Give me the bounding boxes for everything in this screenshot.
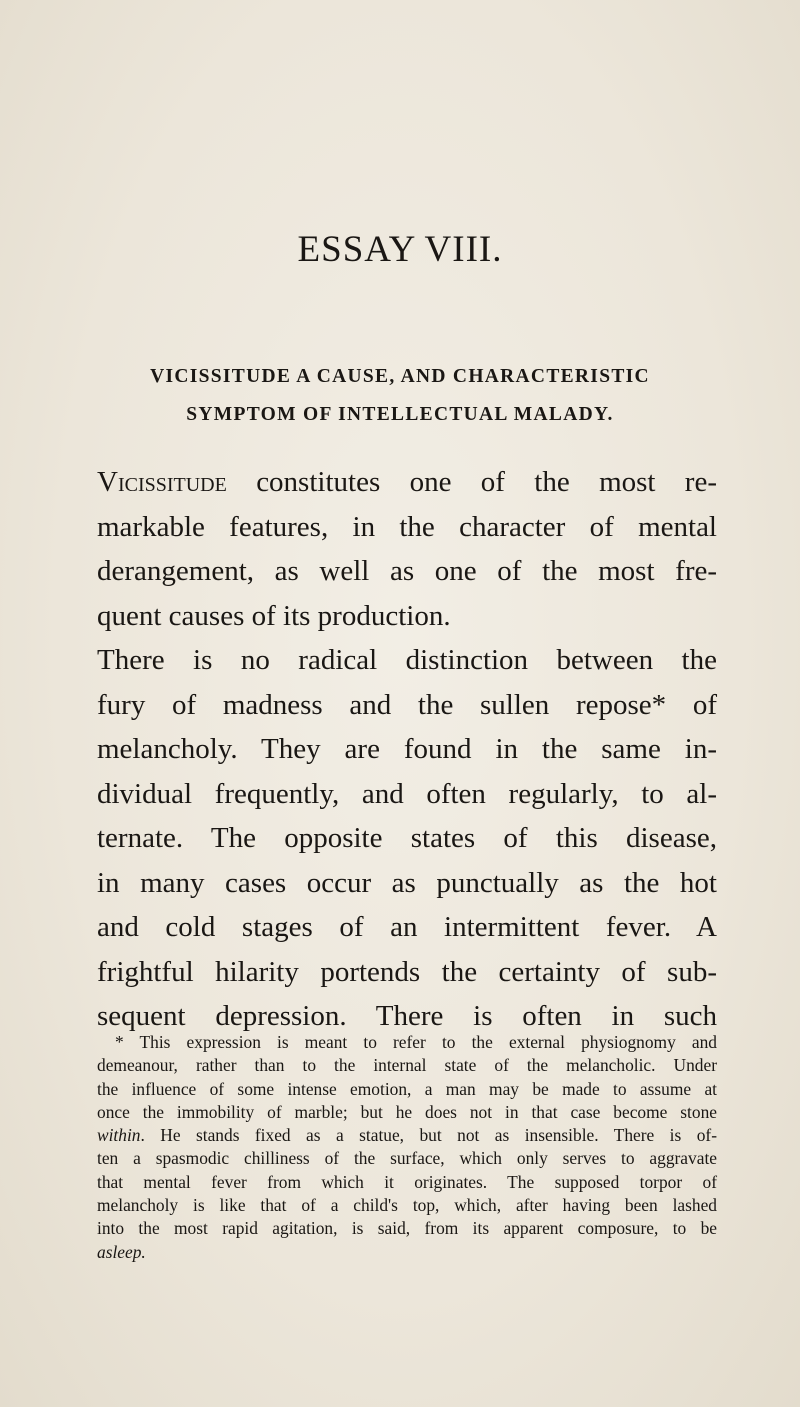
body-line: quent causes of its production. <box>97 599 451 632</box>
opening-word: Vicissitude <box>97 466 227 498</box>
footnote-line: once the immobility of marble; but he does not in that case become stone <box>97 1101 717 1122</box>
footnote-line: ten a spasmodic chilliness of the surface, which only serves to aggravate <box>97 1148 717 1169</box>
body-line: in many cases occur as punctually as the hot <box>97 866 717 899</box>
body-line: markable features, in the character of mental <box>97 510 717 543</box>
subtitle-line: VICISSITUDE A CAUSE, AND CHARACTERISTIC <box>150 366 650 387</box>
footnote-line: melancholy is like that of a child's top, which, after having been lashed <box>97 1195 717 1216</box>
italic-word: asleep. <box>97 1241 146 1262</box>
footnote <box>97 1031 717 1264</box>
footnote-line: the influence of some intense emotion, a man may be made to assume at <box>97 1078 717 1099</box>
body-line: fury of madness and the sullen repose* of <box>97 688 717 721</box>
footnote-line: within. He stands fixed as a statue, but not as insensible. There is of- <box>97 1125 717 1146</box>
footnote-line: demeanour, rather than to the internal state of the melancholic. Under <box>97 1055 717 1076</box>
essay-subtitle <box>100 358 700 434</box>
body-line: and cold stages of an intermittent fever. A <box>97 911 717 943</box>
subtitle-line: SYMPTOM OF INTELLECTUAL MALADY. <box>186 404 614 425</box>
essay-title: ESSAY VIII. <box>297 229 503 270</box>
body-line: ternate. The opposite states of this disease, <box>97 822 717 854</box>
footnote-line: that mental fever from which it originates. The supposed torpor of <box>97 1171 717 1192</box>
italic-word: within <box>97 1125 141 1146</box>
body-line: sequent depression. There is often in such <box>97 1000 717 1032</box>
footnote-line: * This expression is meant to refer to the external physiognomy and <box>115 1032 717 1052</box>
body-line: There is no radical distinction between the <box>97 644 717 676</box>
footnote-line: into the most rapid agitation, is said, from its apparent composure, to be <box>97 1218 717 1239</box>
body-line: dividual frequently, and often regularly, to al- <box>97 777 717 810</box>
footnote-line <box>97 1241 717 1264</box>
body-line: Vicissitude constitutes one of the most re- <box>97 466 717 498</box>
body-line: melancholy. They are found in the same in- <box>97 733 717 765</box>
body-line: derangement, as well as one of the most fre- <box>97 555 717 587</box>
body-text <box>97 460 717 1039</box>
body-line: frightful hilarity portends the certainty of sub- <box>97 955 717 988</box>
